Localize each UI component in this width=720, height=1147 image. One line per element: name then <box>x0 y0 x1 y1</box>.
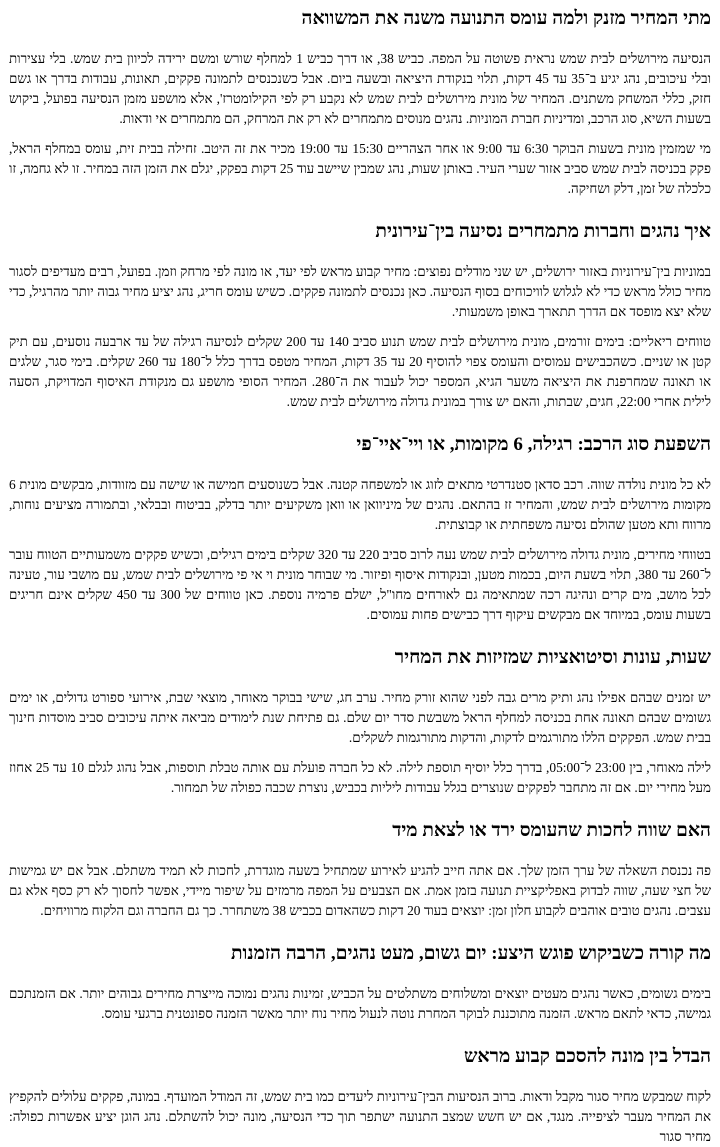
paragraph: יש זמנים שבהם אפילו נהג ותיק מרים גבה לפני שהוא זורק מחיר. ערב חג, שישי בבוקר מאוחר, מוצאי שבת, אירועי ספורט גדולים, או ימים גשומים שבהם תאונה אחת בכניסה למחלף הראל משבשת סדר יום שלם. גם פתיחת שנת לימודים מביאה איתה עיכובים סביב מוסדות חינוך בבית שמש. הפקקים הללו מתורגמים לדקות, והדקות מתורגמות לשקלים. <box>9 690 711 745</box>
article-section <box>9 645 711 798</box>
article-section <box>9 6 711 199</box>
paragraph: הנסיעה מירושלים לבית שמש נראית פשוטה על המפה. כביש 38, או דרך כביש 1 למחלף שורש ומשם ירידה לכיוון בית שמש. בלי עצירות ובלי עיכובים, נהג יגיע ב־35 עד 45 דקות, תלוי בנקודת היציאה ובשעה ביום. אבל כשנכנסים לתמונה פקקים, תאונות, עבודות בדרך או גשם חזק, כללי המשחק משתנים. המחיר של מונית מירושלים לבית שמש לא נקבע רק לפי הקילומטרז', אלא מושפע מזמן הנסיעה בפועל, ביקוש בשעות השיא, סוג הרכב, ומדיניות חברת המוניות. נהגים מנוסים מתמחרים לא רק את המרחק, הם מתמחרים אי ודאות. <box>9 51 711 126</box>
paragraph: לקוח שמבקש מחיר סגור מקבל ודאות. ברוב הנסיעות הבין־עירוניות ליעדים כמו בית שמש, זה המודל המועדף. במונה, פקקים עלולים להקפיץ את המחיר מעבר לציפייה. מנגד, אם יש חשש שמצב התנועה ישתפר תוך כדי הנסיעה, מונה יכול להשתלם. נהג הוגן יציע אפשרות כפולה: מחיר סגור <box>9 1089 711 1144</box>
article-section <box>9 818 711 921</box>
paragraph: בימים גשומים, כאשר נהגים מעטים יוצאים ומשלוחים משתלטים על הכביש, זמינות נהגים נמוכה מייצרת מחירים גבוהים יותר. אם הזמנתכם גמישה, כדאי לתאם מראש. הזמנה מתוכננת לבוקר המחרת נוטה לנעול מחיר נוח יותר מאשר הזמנה ספונטנית ברגעי עומס. <box>9 986 711 1021</box>
paragraph: בטווחי מחירים, מונית גדולה מירושלים לבית שמש נעה לרוב סביב 220 עד 320 שקלים בימים רגילים, וכשיש פקקים משמעותיים הטווח עובר ל־260 עד 380, תלוי בשעת היום, בכמות מטען, ובנקודות איסוף ופיזור. מי שבוחר מונית וי אי פי מירושלים לבית שמש, עם מושבי עור, טעינה לכל מושב, מים קרים ונהיגה רכה שמתאימה גם לאורחים מחו"ל, ישלם פרמיה נוספת. כאן טווחים של 300 עד 450 שקלים אינם חריגים בשעות עומס, במיוחד אם מבקשים עיקוף דרך כבישים פחות עמוסים. <box>9 547 712 622</box>
article-section <box>9 941 711 1024</box>
section-heading: הבדל בין מונה להסכם קבוע מראש <box>463 1046 711 1067</box>
paragraph: לא כל מונית נולדה שווה. רכב סדאן סטנדרטי מתאים לזוג או למשפחה קטנה. אבל כשנוסעים חמישה או שישה עם מזוודות, מבקשים מונית 6 מקומות מירושלים לבית שמש, והמחיר זז בהתאם. נהגים של מיניוואן או וואן משקיעים יותר בדלק, בביטוח ובבלאי, ובתמורה מציעים נוחות, מרווח ותא מטען שהולם נסיעה משפחתית או קבוצתית. <box>9 477 711 532</box>
paragraph: טווחים ריאליים: בימים זורמים, מונית מירושלים לבית שמש תנוע סביב 140 עד 200 שקלים לנסיעה רגילה של עד ארבעה נוסעים, עם תיק קטן או שניים. כשהכבישים עמוסים והעומס צפוי להוסיף 20 עד 35 דקות, המחיר מטפס בדרך כלל ל־180 עד 260 שקלים. בימי סגר, שלגים או תאונה שמחרפנת את היציאה משער הגיא, המספר יכול לעבור את ה־280. המחיר הסופי מושפע גם מנקודת האיסוף המדויקת, הסעה לילית אחרי 22:00, חגים, שבתות, והאם יש צורך במונית גדולה מירושלים לבית שמש. <box>9 334 711 409</box>
article-section <box>9 1044 711 1147</box>
section-heading: השפעת סוג הרכב: רגילה, 6 מקומות, או ויי־איי־פי <box>356 434 711 455</box>
article-section <box>9 432 711 625</box>
section-heading: מתי המחיר מזנק ולמה עומס התנועה משנה את המשוואה <box>301 8 711 29</box>
section-heading: מה קורה כשביקוש פוגש היצע: יום גשום, מעט נהגים, הרבה הזמנות <box>230 943 711 964</box>
paragraph: מי שמזמין מונית בשעות הבוקר 6:30 עד 9:00 או אחר הצהריים 15:30 עד 19:00 מכיר את זה היטב. זחילה בבית זית, עומס במחלף הראל, פקק בכניסה לבית שמש סביב אזור שערי העיר. באותן שעות, נהג שמבין שיישב עוד 25 דקות בפקק, יגלם את הזמן הזה במחיר. זו לא גחמה, זו כלכלה של זמן, דלק ושחיקה. <box>9 141 711 196</box>
section-heading: האם שווה לחכות שהעומס ירד או לצאת מיד <box>392 820 711 841</box>
paragraph: פה נכנסת השאלה של ערך הזמן שלך. אם אתה חייב להגיע לאירוע שמתחיל בשעה מוגדרת, לחכות לא תמיד משתלם. אבל אם יש גמישות של חצי שעה, שווה לבדוק באפליקציית תנועה בזמן אמת. אם הצבעים על המפה מרמזים על שיפור מיידי, אפשר לחסוך לא רק כסף אלא גם עצבים. נהגים טובים אוהבים לקבוע חלון זמן: יוצאים בעוד 20 דקות כשהאדום בכביש 38 משתחרר. כך גם החברה וגם הלקוח מרוויחים. <box>9 863 711 918</box>
section-heading: שעות, עונות וסיטואציות שמזיזות את המחיר <box>394 647 711 668</box>
paragraph: לילה מאוחר, בין 23:00 ל־05:00, בדרך כלל יוסיף תוספת לילה. לא כל חברה פועלת עם אותה טבלת תוספות, אבל נהוג לגלם 10 עד 25 אחוז מעל מחירי יום. אם זה מתחבר לפקקים שנוצרים בגלל עבודות ליליות בכביש, נוצרת שכבה כפולה של תמחור. <box>9 760 711 795</box>
article-section <box>9 219 711 412</box>
paragraph: במוניות בין־עירוניות באזור ירושלים, יש שני מודלים נפוצים: מחיר קבוע מראש לפי יעד, או מונה לפי מרחק וזמן. בפועל, רבים מעדיפים לסגור מחיר כולל מראש כדי לא לגלוש לוויכוחים בסוף הנסיעה. כאן נכנסים לתמונה פקקים. כשיש עומס חריג, נהג יציע מחיר גבוה יותר מהרגיל, כדי שלא יצא מופסד אם הדרך תתארך באופן משמעותי. <box>9 264 711 319</box>
section-heading: איך נהגים וחברות מתמחרים נסיעה בין־עירונית <box>375 221 711 242</box>
